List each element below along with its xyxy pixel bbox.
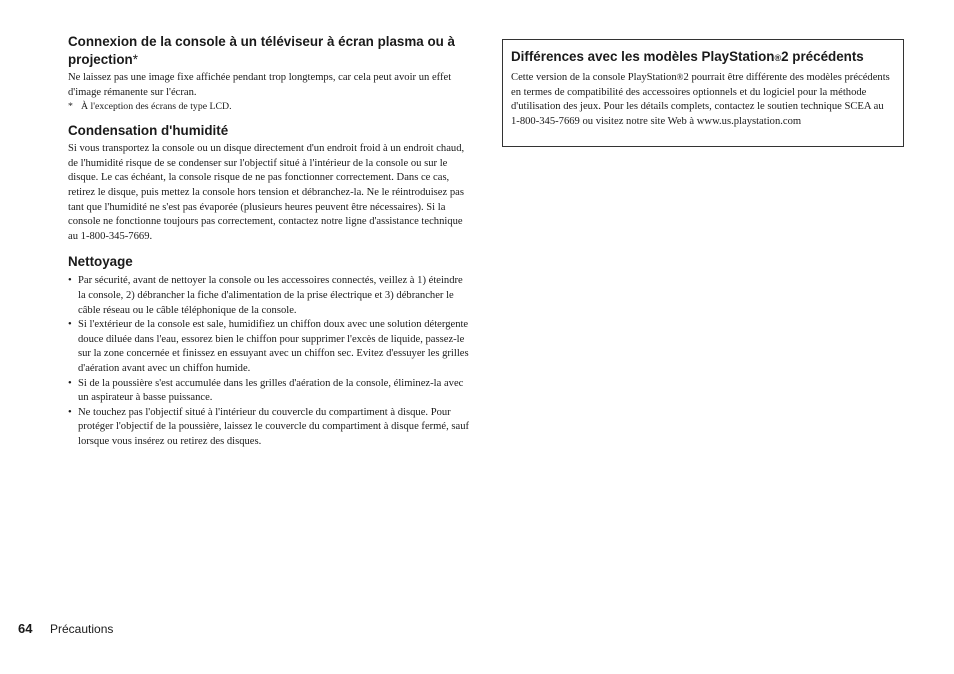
page-footer	[18, 621, 113, 636]
bullet-icon: •	[68, 377, 72, 389]
footnote-text: À l'exception des écrans de type LCD.	[81, 101, 232, 113]
list-item	[68, 377, 470, 406]
section-plasma-projection	[68, 33, 470, 114]
cleaning-list	[68, 274, 470, 449]
bullet-icon: •	[68, 275, 72, 287]
playstation-differences-box	[502, 39, 904, 147]
list-item-text: Ne touchez pas l'objectif situé à l'intérieur du couvercle du compartiment à disque. Pour protéger l'objectif de la poussière, laissez le couvercle du compartiment à disque fermé, sauf lorsque vous insérez ou retirez des disques.	[78, 406, 470, 447]
plasma-paragraph: Ne laissez pas une image fixe affichée pendant trop longtemps, car cela peut avoir un effet d'image rémanente sur l'écran.	[68, 72, 452, 98]
box-heading-pre: Différences avec les modèles PlayStation	[511, 49, 775, 64]
section-heading-nettoyage: Nettoyage	[68, 254, 133, 270]
page-number: 64	[18, 621, 33, 636]
box-text-post: 2 pourrait être différente des modèles précédents en termes de compatibilité des accessoires optionnels et du logiciel pour la méthode d'utilisation des jeux. Pour les détails complets, contactez le soutien technique SCEA au 1-800-345-7669 ou visitez notre site Web à www.us.playstation.com	[511, 72, 890, 127]
registered-mark: ®	[774, 53, 782, 63]
box-text-pre: Cette version de la console PlayStation	[511, 72, 677, 83]
section-heading-plasma	[68, 33, 470, 69]
section-heading-condensation: Condensation d'humidité	[68, 123, 229, 139]
list-item	[68, 318, 470, 376]
bullet-icon: •	[68, 319, 72, 331]
box-heading-post: 2 précédents	[781, 49, 864, 64]
section-condensation	[68, 122, 470, 244]
list-item-text: Si de la poussière s'est accumulée dans les grilles d'aération de la console, éliminez-la avec un aspirateur à basse puissance.	[78, 377, 464, 404]
footnote-mark: *	[68, 101, 73, 113]
list-item-text: Si l'extérieur de la console est sale, humidifiez un chiffon doux avec une solution détergente douce diluée dans l'eau, essorez bien le chiffon pour supprimer l'excès de liquide, passez-le sur la zone concernée et finissez en essuyant avec un chiffon sec. Evitez d'essuyer les grilles d'aération avant avec un chiffon humide.	[78, 319, 469, 374]
section-label: Précautions	[50, 622, 114, 636]
bullet-icon: •	[68, 406, 72, 418]
list-item-text: Par sécurité, avant de nettoyer la console ou les accessoires connectés, veillez à 1) éteindre la console, 2) débrancher la fiche d'alimentation de la prise électrique et 3) débrancher le câble réseau ou le câble téléphonique de la console.	[78, 275, 463, 316]
heading-asterisk: *	[132, 52, 138, 67]
left-column	[68, 33, 470, 449]
heading-plasma-text: Connexion de la console à un téléviseur à écran plasma ou à projection	[68, 34, 455, 67]
registered-mark: ®	[676, 72, 684, 82]
box-paragraph	[511, 70, 893, 129]
list-item	[68, 406, 470, 450]
list-item	[68, 274, 470, 318]
condensation-paragraph: Si vous transportez la console ou un disque directement d'un endroit froid à un endroit chaud, de l'humidité risque de se condenser sur l'objectif situé à l'intérieur de la console ou sur le disque. Le cas échéant, la console risque de ne pas fonctionner correctement. Dans ce cas, retirez le disque, puis mettez la console hors tension et débranchez-la. Ne le réintroduisez pas tant que l'humidité ne s'est pas évaporée (plusieurs heures peuvent être nécessaires). Si la console ne fonctionne toujours pas correctement, contactez notre ligne d'assistance technique au 1-800-345-7669.	[68, 143, 465, 242]
box-heading	[511, 48, 893, 67]
footnote	[68, 100, 470, 114]
section-nettoyage	[68, 253, 470, 449]
